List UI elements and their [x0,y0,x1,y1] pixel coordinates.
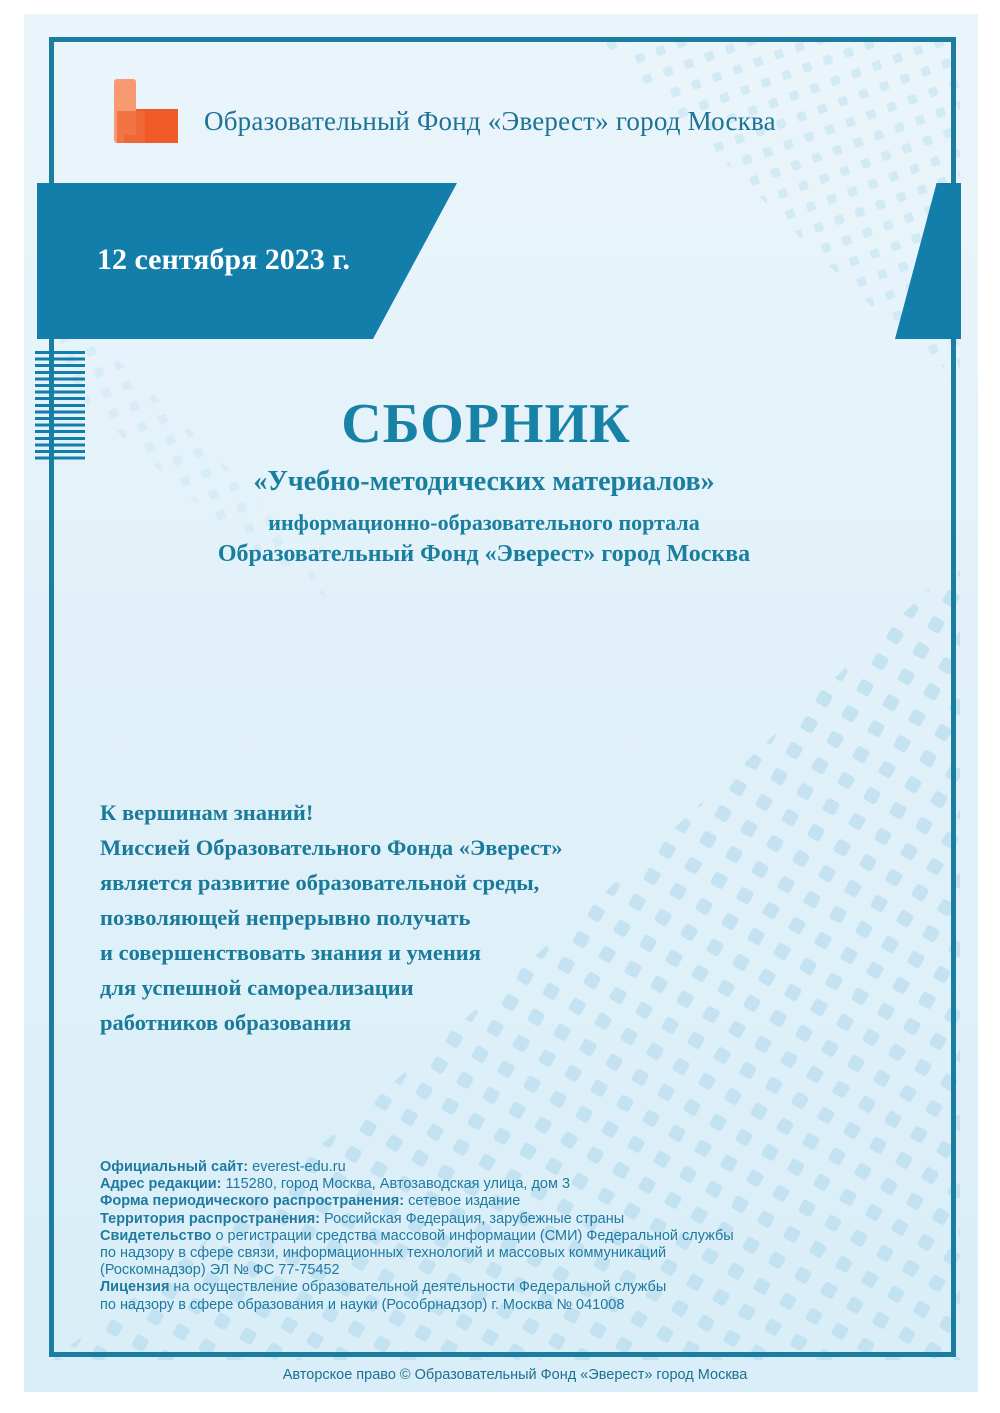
subtitle-materials: «Учебно-методических материалов» [253,466,715,497]
info-form-value: сетевое издание [404,1193,521,1210]
subtitle-org: Образовательный Фонд «Эверест» город Москва [217,541,751,567]
publication-info [100,1159,734,1314]
mission-line: является развитие образовательной среды, [100,870,540,895]
info-territory-label: Территория распространения: [100,1210,320,1227]
info-form [100,1193,734,1210]
mission-line: для успешной самореализации [100,975,414,1000]
info-certificate-text: о регистрации средства массовой информации (СМИ) Федеральной службы [211,1227,734,1244]
header-org-name: Образовательный Фонд «Эверест» город Москва [204,106,776,136]
mission-line: К вершинам знаний! [100,800,314,825]
mission-line: работников образования [100,1010,352,1035]
info-license-line2: по надзору в сфере образования и науки (Рособрнадзор) г. Москва № 041008 [100,1296,625,1313]
info-site [100,1159,734,1176]
issue-date: 12 сентября 2023 г. [97,243,351,276]
info-site-link[interactable]: everest-edu.ru [248,1159,346,1175]
info-license-label: Лицензия [100,1279,170,1296]
info-license-text: на осуществление образовательной деятельности Федеральной службы [169,1279,667,1296]
info-territory-value: Российская Федерация, зарубежные страны [320,1210,625,1227]
info-site-label: Официальный сайт: [100,1159,249,1175]
info-form-label: Форма периодического распространения: [100,1193,405,1210]
info-certificate [100,1228,734,1245]
info-certificate-line3: (Роскомнадзор) ЭЛ № ФС 77-75452 [100,1262,340,1279]
mission-statement [100,795,562,1040]
info-license [100,1279,734,1296]
subtitle-portal: информационно-образовательного портала [268,510,700,535]
mission-line: и совершенствовать знания и умения [100,940,481,965]
page-title: СБОРНИК [341,393,631,455]
info-address [100,1176,734,1193]
logo [114,79,180,145]
info-address-label: Адрес редакции: [100,1176,222,1193]
info-certificate-label: Свидетельство [100,1227,212,1244]
mission-line: Миссией Образовательного Фонда «Эверест» [100,835,563,860]
mission-line: позволяющей непрерывно получать [100,905,471,930]
info-territory [100,1211,734,1228]
copyright-footer: Авторское право © Образовательный Фонд «Эверест» город Москва [282,1367,748,1383]
info-address-value: 115280, город Москва, Автозаводская улица, дом 3 [221,1176,571,1193]
info-certificate-line2: по надзору в сфере связи, информационных технологий и массовых коммуникаций [100,1245,667,1262]
